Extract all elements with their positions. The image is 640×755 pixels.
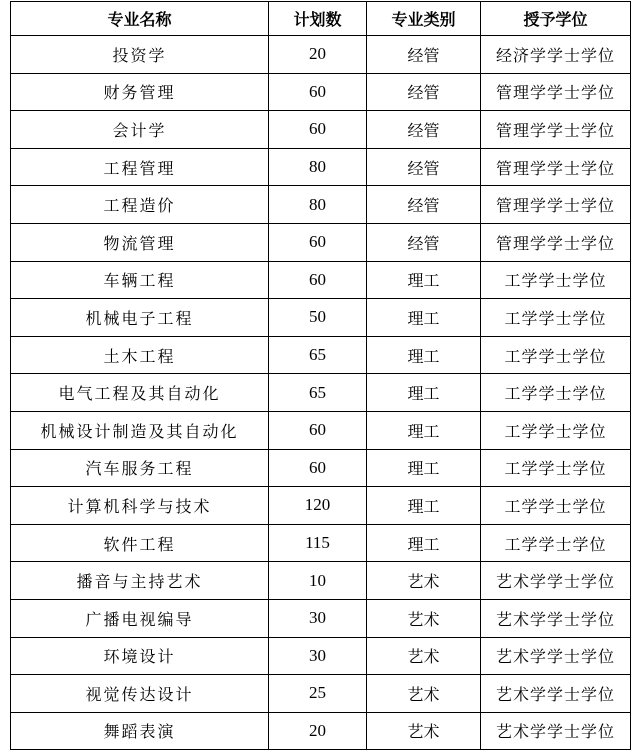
table-row: [11, 73, 631, 111]
major-category-cell: 经管: [367, 73, 481, 111]
header-degree-awarded: 授予学位: [481, 2, 631, 36]
table-row: [11, 675, 631, 713]
major-category-cell: 理工: [367, 487, 481, 525]
plan-count-cell: 20: [269, 36, 367, 74]
degree-cell: 管理学学士学位: [481, 73, 631, 111]
major-category-cell: 艺术: [367, 562, 481, 600]
plan-count-cell: 80: [269, 148, 367, 186]
header-plan-count: 计划数: [269, 2, 367, 36]
major-category-cell: 经管: [367, 223, 481, 261]
degree-cell: 艺术学学士学位: [481, 675, 631, 713]
table-row: [11, 186, 631, 224]
table-row: [11, 411, 631, 449]
major-name-cell: 车辆工程: [11, 261, 269, 299]
major-category-cell: 经管: [367, 148, 481, 186]
plan-count-cell: 60: [269, 73, 367, 111]
major-name-cell: 软件工程: [11, 524, 269, 562]
table-row: [11, 562, 631, 600]
degree-cell: 工学学士学位: [481, 524, 631, 562]
degree-cell: 经济学学士学位: [481, 36, 631, 74]
plan-count-cell: 25: [269, 675, 367, 713]
degree-cell: 工学学士学位: [481, 449, 631, 487]
plan-count-cell: 120: [269, 487, 367, 525]
table-row: [11, 36, 631, 74]
major-category-cell: 理工: [367, 261, 481, 299]
plan-count-cell: 60: [269, 261, 367, 299]
major-name-cell: 舞蹈表演: [11, 712, 269, 750]
table-row: [11, 487, 631, 525]
major-name-cell: 工程造价: [11, 186, 269, 224]
plan-count-cell: 30: [269, 637, 367, 675]
enrollment-table-container: [10, 1, 631, 750]
major-name-cell: 电气工程及其自动化: [11, 374, 269, 412]
degree-cell: 管理学学士学位: [481, 111, 631, 149]
major-name-cell: 机械电子工程: [11, 299, 269, 337]
plan-count-cell: 60: [269, 449, 367, 487]
degree-cell: 工学学士学位: [481, 411, 631, 449]
degree-cell: 艺术学学士学位: [481, 599, 631, 637]
major-name-cell: 视觉传达设计: [11, 675, 269, 713]
major-category-cell: 经管: [367, 111, 481, 149]
major-name-cell: 机械设计制造及其自动化: [11, 411, 269, 449]
major-category-cell: 艺术: [367, 637, 481, 675]
plan-count-cell: 115: [269, 524, 367, 562]
table-row: [11, 299, 631, 337]
table-row: [11, 261, 631, 299]
degree-cell: 管理学学士学位: [481, 186, 631, 224]
major-category-cell: 理工: [367, 374, 481, 412]
major-category-cell: 理工: [367, 336, 481, 374]
plan-count-cell: 65: [269, 336, 367, 374]
plan-count-cell: 60: [269, 411, 367, 449]
table-row: [11, 524, 631, 562]
plan-count-cell: 50: [269, 299, 367, 337]
major-name-cell: 投资学: [11, 36, 269, 74]
table-row: [11, 599, 631, 637]
plan-count-cell: 10: [269, 562, 367, 600]
table-row: [11, 712, 631, 750]
table-row: [11, 148, 631, 186]
major-name-cell: 物流管理: [11, 223, 269, 261]
major-category-cell: 经管: [367, 186, 481, 224]
table-row: [11, 336, 631, 374]
degree-cell: 管理学学士学位: [481, 223, 631, 261]
major-category-cell: 艺术: [367, 675, 481, 713]
plan-count-cell: 80: [269, 186, 367, 224]
major-name-cell: 财务管理: [11, 73, 269, 111]
major-category-cell: 艺术: [367, 599, 481, 637]
header-major-name: 专业名称: [11, 2, 269, 36]
degree-cell: 艺术学学士学位: [481, 637, 631, 675]
major-category-cell: 艺术: [367, 712, 481, 750]
plan-count-cell: 60: [269, 111, 367, 149]
table-row: [11, 374, 631, 412]
degree-cell: 工学学士学位: [481, 487, 631, 525]
major-name-cell: 播音与主持艺术: [11, 562, 269, 600]
major-category-cell: 理工: [367, 524, 481, 562]
major-name-cell: 工程管理: [11, 148, 269, 186]
plan-count-cell: 60: [269, 223, 367, 261]
table-row: [11, 637, 631, 675]
degree-cell: 工学学士学位: [481, 261, 631, 299]
table-row: [11, 449, 631, 487]
major-name-cell: 环境设计: [11, 637, 269, 675]
major-name-cell: 土木工程: [11, 336, 269, 374]
header-major-category: 专业类别: [367, 2, 481, 36]
plan-count-cell: 30: [269, 599, 367, 637]
plan-count-cell: 65: [269, 374, 367, 412]
degree-cell: 管理学学士学位: [481, 148, 631, 186]
degree-cell: 艺术学学士学位: [481, 712, 631, 750]
table-row: [11, 111, 631, 149]
major-name-cell: 会计学: [11, 111, 269, 149]
degree-cell: 工学学士学位: [481, 374, 631, 412]
degree-cell: 工学学士学位: [481, 299, 631, 337]
table-body: [11, 36, 631, 750]
major-category-cell: 理工: [367, 299, 481, 337]
enrollment-plan-table: [10, 1, 631, 750]
major-name-cell: 广播电视编导: [11, 599, 269, 637]
table-row: [11, 223, 631, 261]
degree-cell: 工学学士学位: [481, 336, 631, 374]
major-category-cell: 经管: [367, 36, 481, 74]
major-category-cell: 理工: [367, 449, 481, 487]
table-header-row: [11, 2, 631, 36]
major-category-cell: 理工: [367, 411, 481, 449]
major-name-cell: 汽车服务工程: [11, 449, 269, 487]
degree-cell: 艺术学学士学位: [481, 562, 631, 600]
major-name-cell: 计算机科学与技术: [11, 487, 269, 525]
plan-count-cell: 20: [269, 712, 367, 750]
